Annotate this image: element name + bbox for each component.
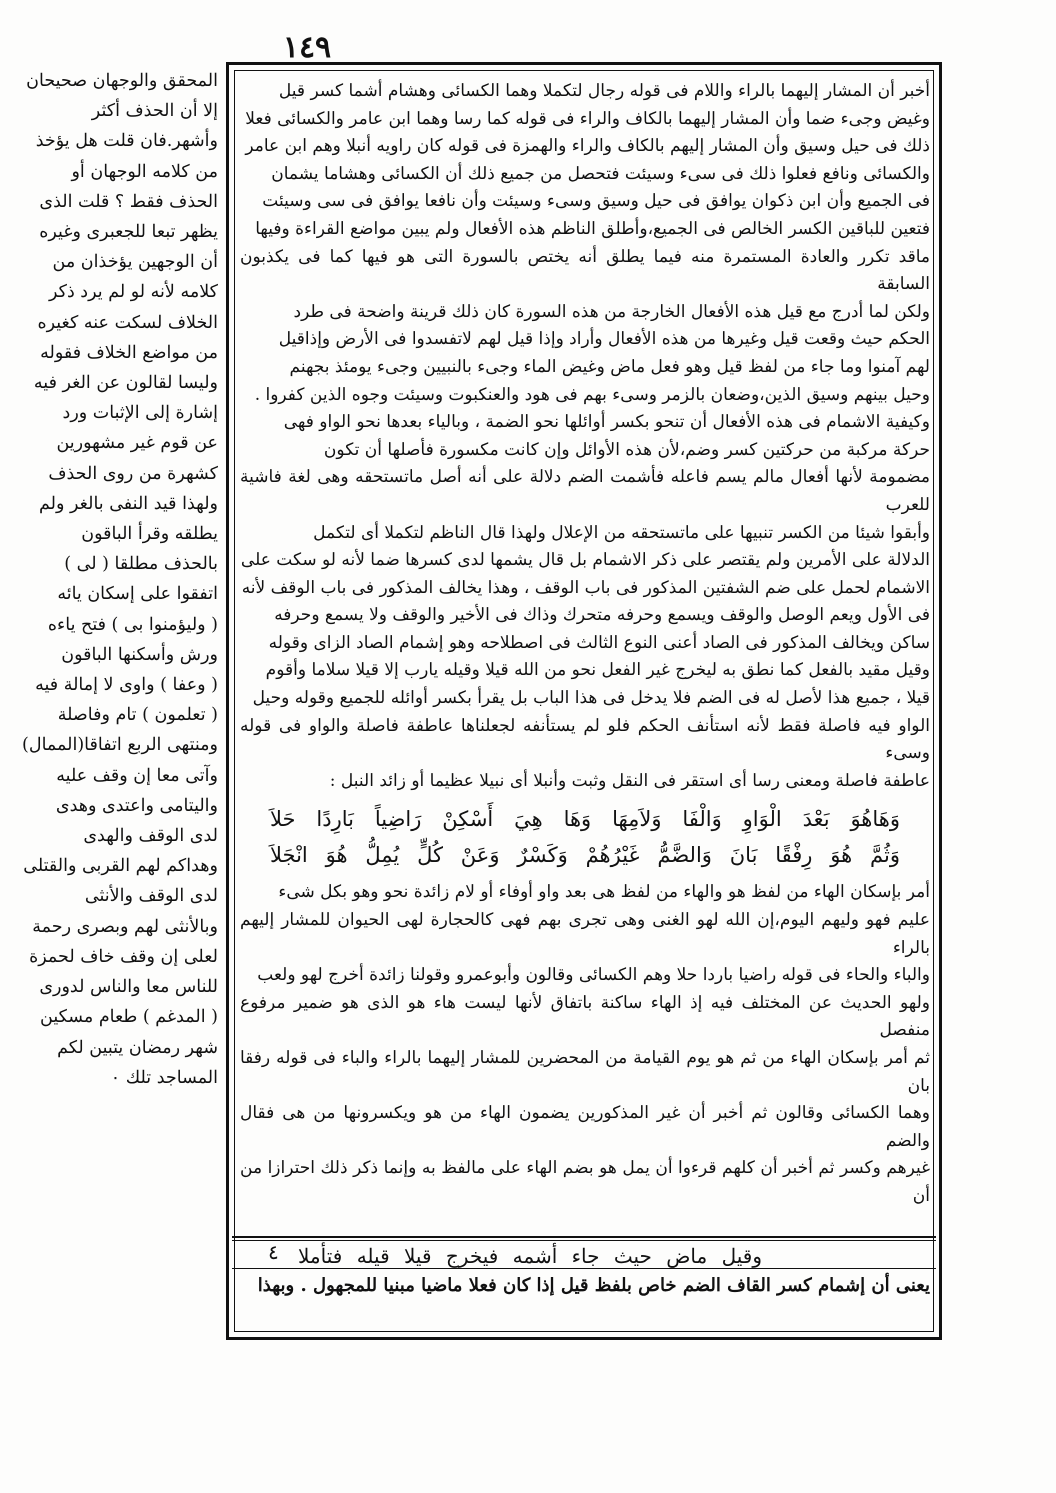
main-text-body — [240, 78, 930, 1211]
margin-line: ورش وأسكنها الباقون — [61, 644, 218, 665]
text-line: والباء والحاء فى قوله راضيا باردا حلا وهم الكسائى وقالون وأبوعمرو وقولنا زائدة أخرج لهو ولعب — [257, 965, 930, 986]
text-line: وقيل مقيد بالفعل كما نطق به ليخرج غير الفعل نحو من الله قيلا وقيله يارب إلا قيلا سلاما وأقوم — [265, 660, 930, 681]
margin-line: المحقق والوجهان صحيحان — [26, 71, 218, 91]
text-line: غيرهم وكسر ثم أخبر أن كلهم قرءوا أن يمل هو بضم الهاء على مالفظ به وإنما ذكر ذلك احترازا من أن — [240, 1158, 930, 1206]
margin-line: اتفقوا على إسكان يائه — [57, 584, 218, 605]
text-line: والكسائى ونافع فعلوا ذلك فى سىء وسيئت فتحصل من جميع ذلك أن الكسائى وهشاما يشمان — [271, 163, 930, 184]
page-number: ١٤٩ — [282, 30, 332, 65]
commentary-line: يعنى أن إشمام كسر القاف الضم خاص بلفظ قيل إذا كان فعلا ماضيا مبنيا للمجهول . وبهذا — [257, 1275, 930, 1296]
margin-line: يطلقه وقرأ الباقون — [81, 524, 218, 545]
text-line: الواو فيه فاصلة فقط لأنه استأنف الحكم فلو لم يستأنفه لجعلناها عاطفة فاصلة والواو فى قوله وسىء — [240, 715, 930, 764]
margin-line: لدى الوقف والأنثى — [84, 886, 218, 907]
margin-line: يظهر تبعا للجعبرى وغيره — [39, 222, 218, 243]
margin-line: لعلى إن وقف خاف لحمزة — [29, 946, 218, 967]
margin-line: ومنتهى الربع اتفاقا(الممال) — [22, 735, 218, 756]
text-line: الدلالة على الأمرين ولم يقتصر على ذكر الاشمام بل قال يشمها لدى كسرها ضما لأنه لو سكت على — [240, 550, 930, 571]
margin-line: للناس معا والناس لدورى — [39, 977, 218, 998]
text-line: فى الأول ويعم الوصل والوقف ويسمع وحرفه متحرك وذاك فى الأخير والوقف ولا يسمع وحرفه — [274, 605, 930, 626]
margin-line: شهر رمضان يتبين لكم — [57, 1037, 218, 1058]
text-line: أمر بإسكان الهاء من لفظ هو والهاء من لفظ هى بعد واو أوفاء أو لام زائدة نحو وهو بكل شىء — [278, 882, 930, 903]
text-line: حركة مركبة من حركتين كسر وضم،لأن هذه الأوائل وإن كانت مكسورة فأصلها أن تكون — [323, 439, 930, 460]
margin-line: ولهذا قيد النفى بالغر ولم — [39, 493, 218, 514]
margin-line: المساجد تلك ٠ — [110, 1067, 218, 1088]
text-line: ذلك فى حيل وسيق وأن المشار إليهم بالكاف والراء والهمزة فى قوله كان راويه أنبلا وهم ابن عامر — [245, 136, 930, 157]
margin-line: كشهرة من روى الحذف — [48, 463, 218, 484]
text-line: وهما الكسائى وقالون ثم أخبر أن غير المذكورين يضمون الهاء من هو ويكسرونها من هى فقال والضم — [240, 1103, 930, 1151]
margin-line: ( وليؤمنوا بى ) فتح ياءه — [47, 614, 218, 635]
text-line: أخبر أن المشار إليهما بالراء واللام فى قوله رجال لتكملا وهما الكسائى وهشام أشما كسر قيل — [278, 81, 930, 101]
margin-line: ( وعفا ) واوى لا إمالة فيه — [35, 675, 218, 696]
margin-line: الخلاف لسكت عنه كغيره — [37, 312, 218, 333]
poem-verse-line: وَثُمَّ هُوَ رِفْقًا بَانَ وَالضَّمُّ غَيْرُهُمْ وَكَسْرٌ وَعَنْ كُلٍّ يُمِلُّ هُوَ انْجَلاَ — [270, 843, 900, 868]
margin-line: لدى الوقف والهدى — [83, 826, 218, 847]
bottom-poem-verse: وقيل ماض حيث جاء أشمه فيخرج قيلا قيله فتأملا — [298, 1244, 762, 1268]
margin-line: ( المدغم ) طعام مسكين — [40, 1007, 218, 1028]
text-line: وغيض وجىء ضما وأن المشار إليهما بالكاف والراء فى قوله كما رسا وهما ابن عامر والكسائى فعلا — [245, 108, 930, 129]
poem-verse-block — [240, 801, 930, 873]
text-line: ساكن ويخالف المذكور فى الصاد أعنى النوع الثالث فى اصطلاحه وهو إشمام الصاد الزاى وقوله — [268, 632, 930, 653]
text-line: ماقد تكرر والعادة المستمرة منه فيما يطلق أنه يختص بالسورة التى هو فيها كما فى يكذبون السابقة — [240, 246, 930, 295]
margin-line: وليسا لقالون عن الغر فيه — [33, 373, 218, 394]
text-line: عليم فهو وليهم اليوم،إن الله لهو الغنى وهى تجرى بهم فهى كالحجارة لهى الحيوان للمشار إليهم بالراء — [240, 910, 930, 958]
margin-line: الحذف فقط ؟ قلت الذى — [39, 191, 218, 212]
margin-line: بالحذف مطلقا ( لى ) — [64, 554, 218, 575]
text-line: وأبقوا شيئا من الكسر تنبيها على ماتستحقه من الإعلال ولهذا قال الناظم لتكملا أى لتكمل — [313, 522, 930, 543]
text-line: ولهو الحديث عن المختلف فيه إذ الهاء ساكنة باتفاق لأنها ليست هاء هو الذى هو ضمير مرفوع منفصل — [240, 992, 930, 1041]
margin-line: إلا أن الحذف أكثر — [91, 101, 218, 122]
margin-line: أن الوجهين يؤخذان من — [52, 252, 218, 273]
text-line: فى الجميع وأن ابن ذكوان يوافق فى حيل وسيق وسىء وسيئت وأن نافعا يوافق فى سى وسيئت — [262, 191, 930, 212]
text-line: قيلا ، جميع هذا لأصل له فى الضم فلا يدخل فى هذا الباب بل يقرأ بكسر أوائله للجميع وقوله وحيل — [252, 688, 930, 709]
text-line: وحيل بينهم وسيق الذين،وضعان بالزمر وسىء بهم فى هود والعنكبوت وسيئت وجوه الذين كفروا . — [254, 384, 930, 405]
margin-line: من كلامه الوجهان أو — [71, 161, 218, 182]
text-line: عاطفة فاصلة ومعنى رسا أى استقر فى النقل وثبت وأنبلا أى نبيلا عظيما أو زائد النبل : — [329, 770, 930, 791]
margin-line: كلامه لأنه لو لم يرد ذكر — [48, 282, 218, 303]
margin-line: ( تعلمون ) تام وفاصلة — [57, 705, 218, 726]
poem-verse-line: وَهَاهُوَ بَعْدَ الْوَاوِ وَالْفَا وَلاَمِهَا وَهَا هِيَ أَسْكِنْ رَاضِياً بَارِدًا حَلاَ — [270, 807, 900, 832]
text-line: لهم آمنوا وما جاء من لفظ قيل وهو فعل ماض وغيض الماء وجىء بالنبيين وجىء يومئذ بجهنم — [289, 356, 930, 377]
commentary-text — [240, 1272, 930, 1300]
text-line: الحكم حيث وقعت قيل وغيرها من هذه الأفعال وأراد وإذا قيل لهم لاتفسدوا فى الأرض وإذاقيل — [278, 329, 930, 350]
margin-line: واليتامى واعتدى وهدى — [55, 795, 218, 816]
text-line: فتعين للباقين الكسر الخالص فى الجميع،وأطلق الناظم هذه الأفعال ولم يبين مواضع القراءة وفيها — [255, 218, 930, 239]
margin-line: عن قوم غير مشهورين — [56, 433, 218, 454]
bottom-verse-top-rule-thin — [232, 1240, 936, 1241]
margin-line: وبالأنثى لهم وبصرى رحمة — [32, 916, 218, 937]
text-line: مضمومة لأنها أفعال مالم يسم فاعله فأشمت الضم دلالة على أنه أصل ماتستحقه وهى لغة فاشية للعرب — [240, 467, 930, 515]
margin-notes — [8, 66, 218, 1093]
margin-line: وآتى معا إن وقف عليه — [56, 765, 218, 786]
margin-line: وهداكم لهم القربى والقتلى — [23, 856, 218, 877]
text-line: ولكن لما أدرج مع قيل هذه الأفعال الخارجة من هذه السورة كان ذلك قرينة واضحة فى طرد — [293, 301, 930, 322]
bottom-verse-bottom-rule — [232, 1268, 936, 1269]
text-line: وكيفية الاشمام فى هذه الأفعال أن تنحو بكسر أوائلها نحو الضمة ، وبالياء بعدها نحو الواو فهى — [283, 412, 930, 433]
margin-line: وأشهر.فان قلت هل يؤخذ — [35, 131, 218, 152]
verse-ornament-mark: ٤ — [268, 1240, 279, 1264]
text-line: ثم أمر بإسكان الهاء من ثم هو يوم القيامة من المحضرين للمشار إليهما بالراء والباء فى قوله رفقا بان — [240, 1048, 930, 1096]
margin-line: إشارة إلى الإثبات ورد — [62, 403, 218, 424]
bottom-verse-top-rule — [232, 1236, 936, 1238]
margin-line: من مواضع الخلاف فقوله — [40, 342, 218, 363]
text-line: الاشمام لحمل على ضم الشفتين المذكور فى باب الوقف ، وهذا يخالف المذكور فى باب الوقف لأنه — [241, 577, 930, 598]
